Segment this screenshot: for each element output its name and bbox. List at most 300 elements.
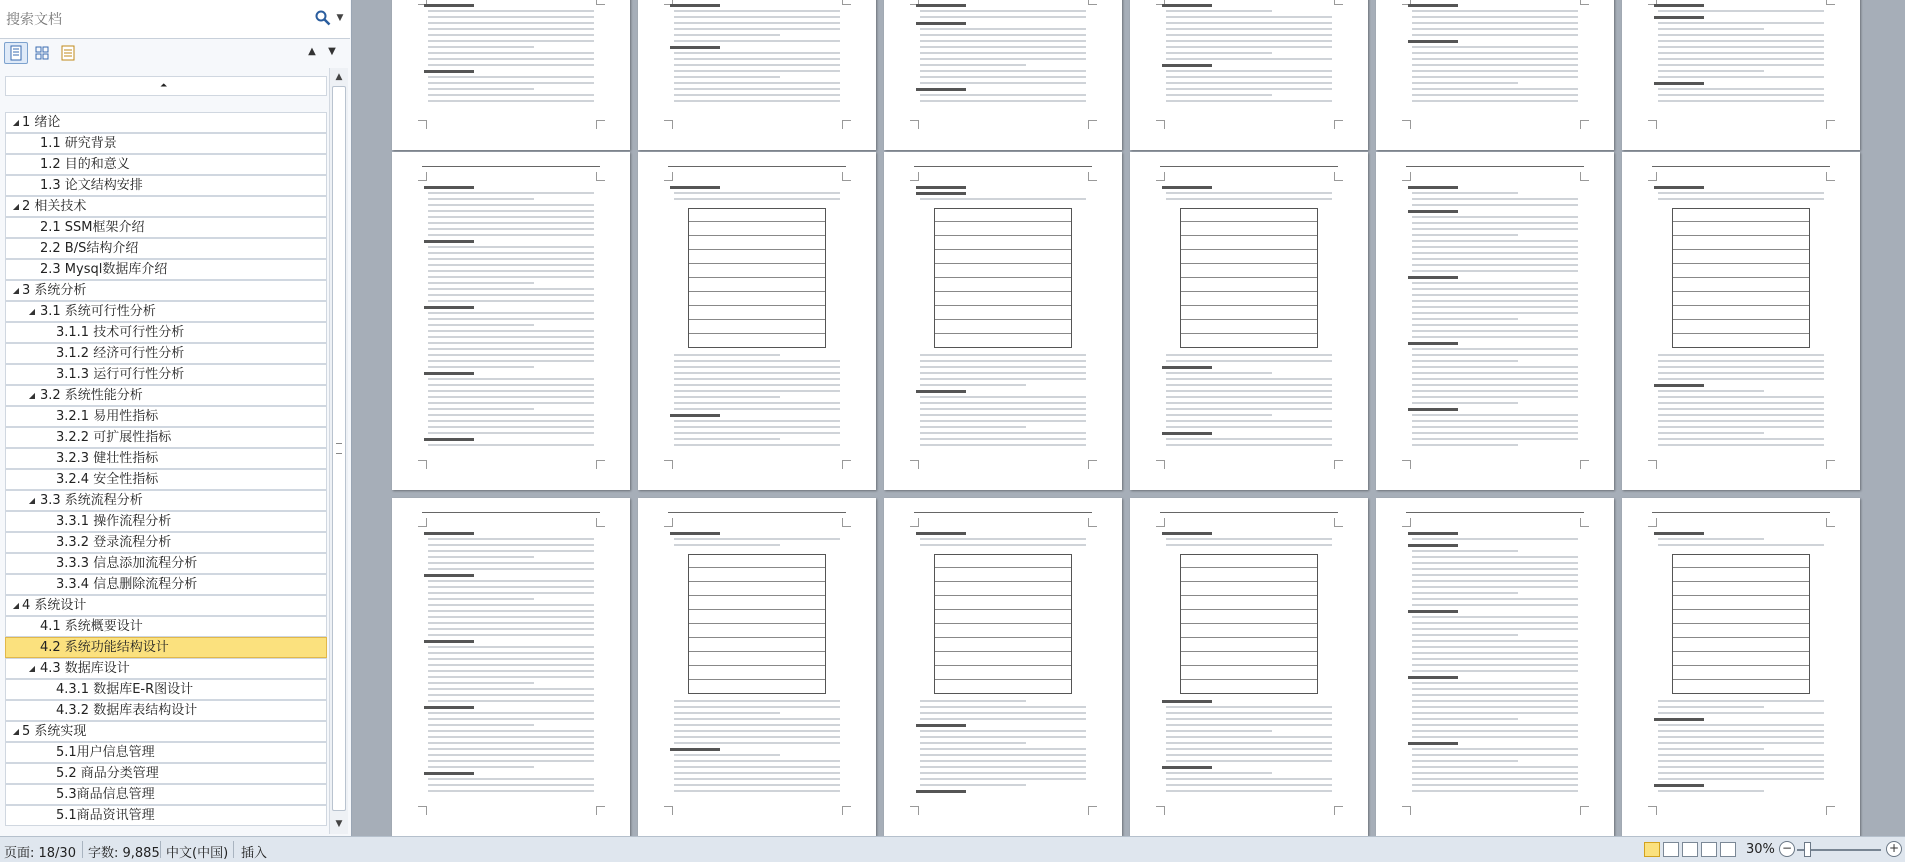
page-text-line bbox=[428, 270, 594, 272]
page-heading-line bbox=[670, 186, 720, 189]
page-heading-line bbox=[1408, 544, 1458, 547]
nav-heading-label: 3.2.3 健壮性指标 bbox=[56, 451, 159, 466]
nav-heading-item[interactable] bbox=[5, 469, 327, 490]
expand-toggle-icon[interactable]: ◢ bbox=[28, 496, 36, 505]
document-page-thumbnail[interactable] bbox=[1130, 498, 1368, 836]
page-heading-line bbox=[424, 438, 474, 441]
page-text-line bbox=[1412, 94, 1578, 96]
document-page-thumbnail[interactable] bbox=[884, 0, 1122, 150]
outline-view-icon[interactable] bbox=[1701, 842, 1717, 857]
page-margin-mark bbox=[1156, 120, 1165, 129]
nav-heading-label: 4 系统设计 bbox=[22, 598, 87, 613]
page-text-line bbox=[1658, 28, 1764, 30]
nav-heading-label: 3.2 系统性能分析 bbox=[40, 388, 143, 403]
headings-view-button[interactable] bbox=[4, 42, 28, 64]
page-text-line bbox=[1412, 730, 1578, 732]
page-text-line bbox=[920, 544, 1086, 546]
page-margin-mark bbox=[418, 172, 427, 181]
expand-toggle-icon[interactable]: ◢ bbox=[12, 118, 20, 127]
document-page-thumbnail[interactable] bbox=[1130, 152, 1368, 490]
page-text-line bbox=[1166, 94, 1272, 96]
page-text-line bbox=[1412, 70, 1578, 72]
document-page-thumbnail[interactable] bbox=[1130, 0, 1368, 150]
page-text-line bbox=[428, 730, 594, 732]
page-text-line bbox=[1166, 742, 1332, 744]
nav-heading-item[interactable] bbox=[5, 217, 327, 238]
expand-toggle-icon[interactable]: ◢ bbox=[28, 307, 36, 316]
page-text-line bbox=[428, 198, 534, 200]
nav-heading-item[interactable] bbox=[5, 301, 327, 322]
page-text-line bbox=[920, 354, 1086, 356]
previous-heading-icon[interactable]: ▲ bbox=[308, 46, 316, 57]
page-heading-line bbox=[1408, 210, 1458, 213]
page-text-line bbox=[674, 52, 840, 54]
page-heading-line bbox=[916, 22, 966, 25]
page-text-line bbox=[428, 28, 594, 30]
nav-heading-label: 2 相关技术 bbox=[22, 199, 87, 214]
page-text-line bbox=[428, 94, 594, 96]
page-margin-mark bbox=[1826, 120, 1835, 129]
page-text-line bbox=[428, 682, 534, 684]
page-text-line bbox=[674, 700, 840, 702]
scroll-down-icon[interactable]: ▼ bbox=[335, 819, 343, 829]
document-page-thumbnail[interactable] bbox=[1376, 152, 1614, 490]
page-text-line bbox=[1658, 40, 1824, 42]
document-page-thumbnail[interactable] bbox=[392, 0, 630, 150]
page-text-line bbox=[920, 760, 1086, 762]
page-text-line bbox=[920, 742, 1026, 744]
page-text-line bbox=[920, 712, 1086, 714]
page-text-line bbox=[674, 438, 780, 440]
page-text-line bbox=[428, 694, 594, 696]
page-text-line bbox=[1658, 390, 1764, 392]
collapse-all-button[interactable] bbox=[5, 76, 327, 96]
page-text-line bbox=[1658, 192, 1824, 194]
document-page-thumbnail[interactable] bbox=[1622, 0, 1860, 150]
page-text-line bbox=[1166, 76, 1332, 78]
page-text-line bbox=[920, 58, 1086, 60]
page-text-line bbox=[428, 330, 594, 332]
page-text-line bbox=[428, 432, 594, 434]
next-heading-icon[interactable]: ▼ bbox=[328, 46, 336, 57]
page-text-line bbox=[674, 760, 840, 762]
nav-heading-item[interactable] bbox=[5, 259, 327, 280]
page-text-line bbox=[428, 742, 594, 744]
expand-toggle-icon[interactable]: ◢ bbox=[28, 664, 36, 673]
nav-heading-item[interactable] bbox=[5, 448, 327, 469]
page-margin-mark bbox=[910, 518, 919, 527]
page-text-line bbox=[428, 658, 594, 660]
nav-heading-item[interactable] bbox=[5, 175, 327, 196]
page-text-line bbox=[920, 384, 1026, 386]
nav-heading-item[interactable] bbox=[5, 784, 327, 805]
zoom-slider-thumb[interactable] bbox=[1804, 842, 1811, 857]
page-text-line bbox=[1658, 396, 1824, 398]
page-text-line bbox=[920, 700, 1026, 702]
page-margin-mark bbox=[1826, 0, 1835, 5]
page-text-line bbox=[428, 318, 594, 320]
page-text-line bbox=[920, 372, 1086, 374]
zoom-in-button[interactable]: + bbox=[1886, 841, 1902, 857]
nav-heading-item[interactable] bbox=[5, 322, 327, 343]
page-text-line bbox=[1412, 288, 1578, 290]
page-text-line bbox=[1412, 306, 1578, 308]
page-text-line bbox=[1166, 402, 1332, 404]
page-text-line bbox=[920, 402, 1086, 404]
page-text-line bbox=[1658, 438, 1824, 440]
results-view-icon bbox=[57, 43, 79, 63]
page-text-line bbox=[1166, 88, 1332, 90]
page-text-line bbox=[920, 426, 1026, 428]
page-text-line bbox=[674, 736, 840, 738]
page-margin-mark bbox=[1580, 172, 1589, 181]
page-text-line bbox=[674, 70, 840, 72]
page-text-line bbox=[920, 778, 1086, 780]
page-margin-mark bbox=[596, 806, 605, 815]
page-text-line bbox=[1412, 568, 1578, 570]
nav-heading-item[interactable] bbox=[5, 574, 327, 595]
document-page-thumbnail[interactable] bbox=[638, 0, 876, 150]
nav-heading-item[interactable] bbox=[5, 700, 327, 721]
page-text-line bbox=[1658, 94, 1824, 96]
page-heading-line bbox=[1654, 532, 1704, 535]
page-margin-mark bbox=[842, 172, 851, 181]
page-text-line bbox=[1658, 22, 1824, 24]
nav-heading-item[interactable] bbox=[5, 742, 327, 763]
page-margin-mark bbox=[910, 460, 919, 469]
nav-heading-item[interactable] bbox=[5, 616, 327, 637]
page-text-line bbox=[1166, 748, 1332, 750]
page-text-line bbox=[1412, 640, 1578, 642]
nav-heading-label: 4.1 系统概要设计 bbox=[40, 619, 143, 634]
page-text-line bbox=[1658, 10, 1824, 12]
page-text-line bbox=[1166, 46, 1332, 48]
page-heading-line bbox=[1162, 700, 1212, 703]
nav-heading-item[interactable] bbox=[5, 280, 327, 301]
page-text-line bbox=[1658, 730, 1824, 732]
page-text-line bbox=[674, 16, 840, 18]
nav-heading-item[interactable] bbox=[5, 658, 327, 679]
page-text-line bbox=[428, 294, 594, 296]
page-text-line bbox=[1412, 754, 1578, 756]
page-margin-mark bbox=[1156, 518, 1165, 527]
page-margin-mark bbox=[1402, 806, 1411, 815]
page-text-line bbox=[428, 444, 594, 446]
page-text-line bbox=[1412, 28, 1578, 30]
page-figure bbox=[688, 554, 826, 694]
nav-heading-item[interactable] bbox=[5, 238, 327, 259]
page-text-line bbox=[428, 760, 594, 762]
page-text-line bbox=[1658, 736, 1824, 738]
page-text-line bbox=[920, 736, 1086, 738]
page-text-line bbox=[674, 64, 840, 66]
full-screen-reading-view-icon[interactable] bbox=[1663, 842, 1679, 857]
page-text-line bbox=[428, 64, 594, 66]
page-heading-line bbox=[1654, 784, 1704, 787]
page-text-line bbox=[920, 94, 1086, 96]
nav-heading-item[interactable] bbox=[5, 343, 327, 364]
page-text-line bbox=[1658, 378, 1824, 380]
scroll-up-icon[interactable]: ▲ bbox=[335, 72, 343, 82]
page-text-line bbox=[674, 784, 840, 786]
page-margin-mark bbox=[1334, 0, 1343, 5]
page-text-line bbox=[920, 754, 1086, 756]
page-text-line bbox=[1658, 414, 1824, 416]
page-margin-mark bbox=[1156, 806, 1165, 815]
page-text-line bbox=[1166, 426, 1332, 428]
zoom-level[interactable]: 30% bbox=[1746, 842, 1775, 857]
page-margin-mark bbox=[1648, 120, 1657, 129]
page-text-line bbox=[1658, 724, 1824, 726]
document-page-thumbnail[interactable] bbox=[884, 152, 1122, 490]
page-header-rule bbox=[1160, 512, 1338, 513]
page-text-line bbox=[428, 204, 594, 206]
page-text-line bbox=[1658, 198, 1824, 200]
page-figure bbox=[934, 208, 1072, 348]
page-text-line bbox=[674, 772, 840, 774]
page-text-line bbox=[428, 592, 594, 594]
page-text-line bbox=[1166, 718, 1332, 720]
scroll-grip-icon bbox=[336, 443, 342, 454]
page-margin-mark bbox=[1156, 460, 1165, 469]
page-text-line bbox=[428, 736, 594, 738]
page-text-line bbox=[1412, 628, 1578, 630]
document-page-thumbnail[interactable] bbox=[392, 498, 630, 836]
page-text-line bbox=[1412, 574, 1578, 576]
page-text-line bbox=[428, 420, 594, 422]
page-figure bbox=[688, 208, 826, 348]
page-text-line bbox=[1166, 772, 1272, 774]
nav-heading-item[interactable] bbox=[5, 721, 327, 742]
page-text-line bbox=[428, 580, 594, 582]
page-text-line bbox=[1658, 402, 1824, 404]
page-header-rule bbox=[914, 512, 1092, 513]
nav-heading-item[interactable] bbox=[5, 196, 327, 217]
page-heading-line bbox=[1162, 186, 1212, 189]
nav-heading-item[interactable] bbox=[5, 532, 327, 553]
page-text-line bbox=[428, 46, 534, 48]
page-heading-line bbox=[424, 240, 474, 243]
nav-heading-item[interactable] bbox=[5, 595, 327, 616]
page-count[interactable]: 页面: 18/30 bbox=[4, 846, 76, 861]
page-margin-mark bbox=[1334, 518, 1343, 527]
page-text-line bbox=[1412, 222, 1578, 224]
document-page-thumbnail[interactable] bbox=[1376, 498, 1614, 836]
page-text-line bbox=[1412, 604, 1578, 606]
page-heading-line bbox=[916, 192, 966, 195]
page-text-line bbox=[1412, 616, 1578, 618]
expand-toggle-icon[interactable]: ◢ bbox=[12, 286, 20, 295]
search-dropdown-icon[interactable]: ▼ bbox=[336, 13, 344, 23]
page-margin-mark bbox=[1580, 518, 1589, 527]
nav-heading-label: 1.3 论文结构安排 bbox=[40, 178, 143, 193]
page-margin-mark bbox=[664, 172, 673, 181]
page-text-line bbox=[1412, 52, 1578, 54]
document-area[interactable] bbox=[352, 0, 1905, 836]
page-text-line bbox=[674, 58, 840, 60]
page-text-line bbox=[1166, 28, 1332, 30]
page-text-line bbox=[1658, 34, 1824, 36]
page-text-line bbox=[1412, 354, 1578, 356]
status-bar bbox=[0, 836, 1905, 862]
page-text-line bbox=[920, 100, 1086, 102]
nav-heading-item[interactable] bbox=[5, 763, 327, 784]
page-text-line bbox=[1166, 198, 1332, 200]
page-margin-mark bbox=[1088, 0, 1097, 5]
page-heading-line bbox=[1654, 186, 1704, 189]
results-view-button[interactable] bbox=[56, 42, 80, 64]
document-page-thumbnail[interactable] bbox=[638, 152, 876, 490]
page-text-line bbox=[428, 10, 594, 12]
nav-heading-item[interactable] bbox=[5, 511, 327, 532]
page-text-line bbox=[1658, 58, 1824, 60]
page-text-line bbox=[1658, 544, 1824, 546]
nav-heading-item[interactable] bbox=[5, 427, 327, 448]
document-page-thumbnail[interactable] bbox=[1622, 152, 1860, 490]
page-text-line bbox=[1166, 384, 1332, 386]
page-margin-mark bbox=[1334, 120, 1343, 129]
page-text-line bbox=[1166, 438, 1332, 440]
page-header-rule bbox=[914, 166, 1092, 167]
page-text-line bbox=[920, 432, 1086, 434]
nav-heading-item[interactable] bbox=[5, 154, 327, 175]
language-indicator[interactable]: 中文(中国) bbox=[166, 846, 229, 861]
search-input[interactable] bbox=[4, 7, 308, 31]
page-margin-mark bbox=[1334, 806, 1343, 815]
page-header-rule bbox=[422, 512, 600, 513]
page-text-line bbox=[1412, 366, 1578, 368]
page-text-line bbox=[428, 228, 594, 230]
word-count[interactable]: 字数: 9,885 bbox=[88, 846, 160, 861]
nav-heading-tree bbox=[5, 76, 327, 834]
search-icon[interactable] bbox=[314, 9, 332, 27]
page-text-line bbox=[428, 252, 594, 254]
page-text-line bbox=[1166, 354, 1332, 356]
nav-heading-label: 5.3商品信息管理 bbox=[56, 787, 155, 802]
expand-toggle-icon[interactable]: ◢ bbox=[12, 727, 20, 736]
page-margin-mark bbox=[1648, 460, 1657, 469]
page-text-line bbox=[674, 88, 840, 90]
page-text-line bbox=[1166, 712, 1332, 714]
page-text-line bbox=[1412, 330, 1578, 332]
page-text-line bbox=[674, 198, 840, 200]
page-text-line bbox=[1412, 402, 1518, 404]
page-text-line bbox=[920, 438, 1086, 440]
nav-heading-item[interactable] bbox=[5, 679, 327, 700]
nav-scroll-thumb[interactable] bbox=[332, 86, 346, 811]
page-margin-mark bbox=[910, 120, 919, 129]
page-margin-mark bbox=[842, 0, 851, 5]
page-text-line bbox=[1412, 778, 1578, 780]
page-margin-mark bbox=[1826, 518, 1835, 527]
zoom-out-button[interactable]: − bbox=[1779, 841, 1795, 857]
nav-heading-item[interactable] bbox=[5, 490, 327, 511]
page-text-line bbox=[1412, 240, 1578, 242]
print-layout-view-icon[interactable] bbox=[1644, 842, 1660, 857]
page-margin-mark bbox=[596, 460, 605, 469]
collapse-icon: ⏶ bbox=[160, 81, 168, 91]
page-text-line bbox=[1166, 754, 1332, 756]
web-layout-view-icon[interactable] bbox=[1682, 842, 1698, 857]
page-text-line bbox=[1166, 100, 1332, 102]
document-page-thumbnail[interactable] bbox=[1622, 498, 1860, 836]
page-figure bbox=[1672, 208, 1810, 348]
page-text-line bbox=[428, 562, 594, 564]
page-text-line bbox=[428, 622, 594, 624]
page-text-line bbox=[1166, 34, 1332, 36]
page-heading-line bbox=[916, 790, 966, 793]
page-margin-mark bbox=[1402, 518, 1411, 527]
nav-heading-item[interactable] bbox=[5, 805, 327, 826]
page-text-line bbox=[920, 706, 1086, 708]
page-header-rule bbox=[1652, 166, 1830, 167]
draft-view-icon[interactable] bbox=[1720, 842, 1736, 857]
page-text-line bbox=[674, 754, 780, 756]
nav-heading-label: 3.2.1 易用性指标 bbox=[56, 409, 159, 424]
expand-toggle-icon[interactable]: ◢ bbox=[12, 202, 20, 211]
page-margin-mark bbox=[1334, 460, 1343, 469]
page-heading-line bbox=[916, 724, 966, 727]
insert-mode-indicator[interactable]: 插入 bbox=[241, 846, 268, 861]
page-text-line bbox=[674, 192, 840, 194]
page-text-line bbox=[674, 778, 840, 780]
expand-toggle-icon[interactable]: ◢ bbox=[12, 601, 20, 610]
nav-heading-label: 3 系统分析 bbox=[22, 283, 87, 298]
page-text-line bbox=[674, 94, 840, 96]
page-heading-line bbox=[1408, 610, 1458, 613]
page-text-line bbox=[1412, 312, 1578, 314]
thumbnails-view-button[interactable] bbox=[30, 42, 54, 64]
page-header-rule bbox=[1406, 166, 1584, 167]
page-text-line bbox=[1658, 538, 1764, 540]
navigation-pane bbox=[0, 0, 352, 836]
page-text-line bbox=[428, 676, 594, 678]
page-text-line bbox=[1412, 76, 1578, 78]
page-text-line bbox=[920, 366, 1086, 368]
page-text-line bbox=[428, 22, 594, 24]
nav-heading-label: 2.1 SSM框架介绍 bbox=[40, 220, 145, 235]
page-text-line bbox=[1658, 46, 1824, 48]
page-margin-mark bbox=[1648, 806, 1657, 815]
page-text-line bbox=[674, 712, 780, 714]
nav-heading-item[interactable] bbox=[5, 406, 327, 427]
document-page-thumbnail[interactable] bbox=[884, 498, 1122, 836]
nav-heading-item[interactable] bbox=[5, 637, 327, 658]
nav-scrollbar[interactable] bbox=[329, 68, 348, 834]
document-page-thumbnail[interactable] bbox=[638, 498, 876, 836]
nav-heading-item[interactable] bbox=[5, 553, 327, 574]
nav-heading-item[interactable] bbox=[5, 133, 327, 154]
page-text-line bbox=[920, 76, 1086, 78]
page-margin-mark bbox=[1402, 460, 1411, 469]
nav-heading-item[interactable] bbox=[5, 385, 327, 406]
page-text-line bbox=[1412, 246, 1578, 248]
nav-heading-item[interactable] bbox=[5, 364, 327, 385]
page-text-line bbox=[428, 366, 534, 368]
page-text-line bbox=[1412, 634, 1518, 636]
document-page-thumbnail[interactable] bbox=[1376, 0, 1614, 150]
page-text-line bbox=[1166, 444, 1332, 446]
page-text-line bbox=[1412, 300, 1578, 302]
page-header-rule bbox=[668, 166, 846, 167]
nav-heading-item[interactable] bbox=[5, 112, 327, 133]
page-text-line bbox=[1412, 790, 1578, 792]
document-page-thumbnail[interactable] bbox=[392, 152, 630, 490]
page-text-line bbox=[428, 550, 594, 552]
page-text-line bbox=[1166, 16, 1332, 18]
expand-toggle-icon[interactable]: ◢ bbox=[28, 391, 36, 400]
nav-heading-label: 4.3 数据库设计 bbox=[40, 661, 130, 676]
